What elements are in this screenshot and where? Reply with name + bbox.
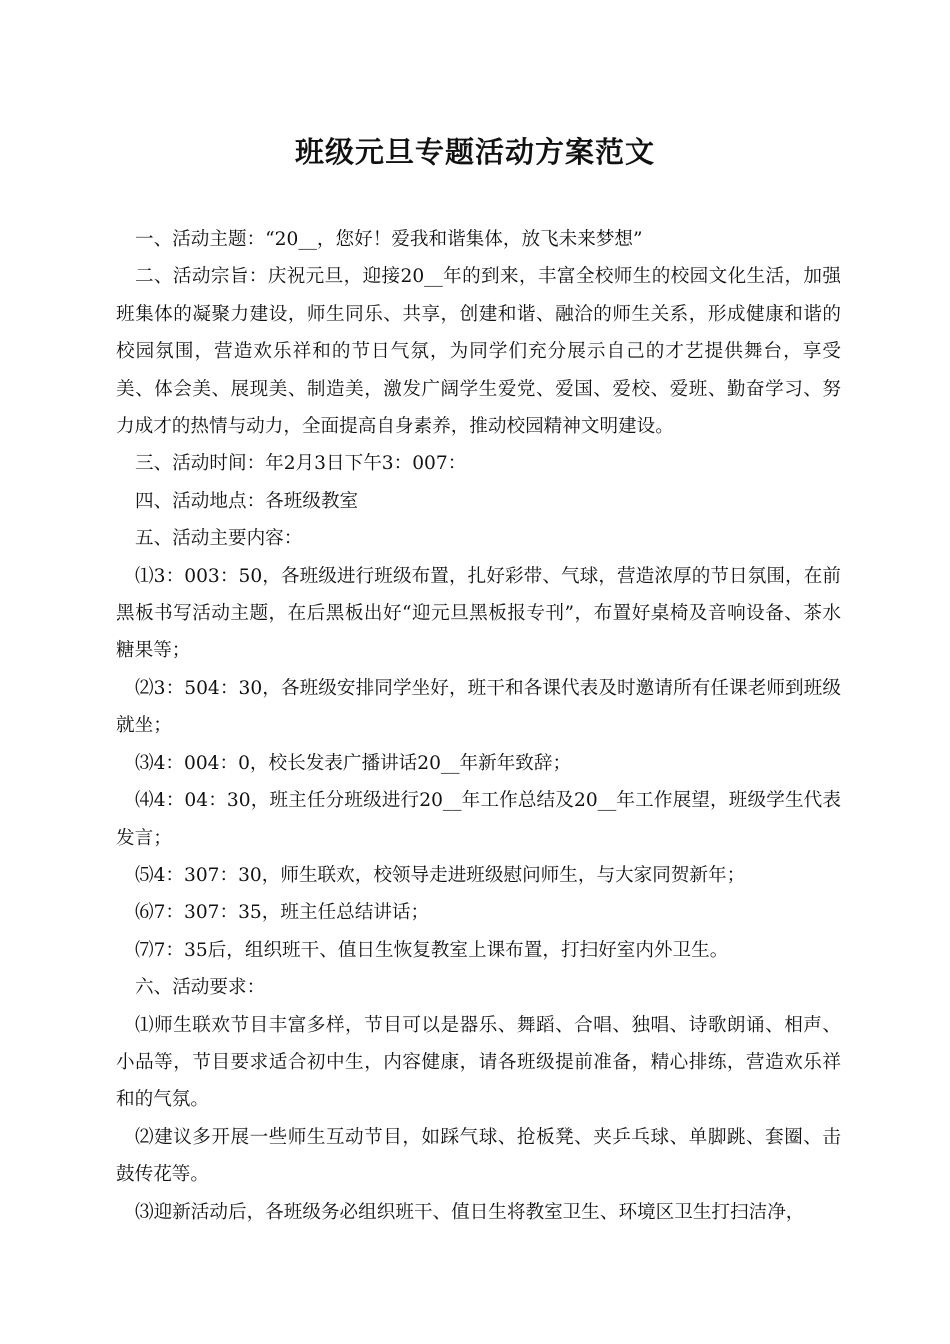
paragraph-content-item-3: ⑶4：004：0，校长发表广播讲话20__年新年致辞； bbox=[135, 752, 572, 774]
paragraph-purpose: 二、活动宗旨：庆祝元旦，迎接20__年的到来，丰富全校师生的校园文化生活，加强班集体的凝聚力建设，师生同乐、共享，创建和谐、融洽的师生关系，形成健康和谐的校园氛围，营造欢乐祥和的节日气氛，为同学们充分展示自己的才艺提供舞台，享受美、体会美、展现美、制造美，激发广阔学生爱党、爱国、爱校、爱班、勤奋学习、努力成才的热情与动力，全面提高自身素养，推动校园精神文明建设。 bbox=[116, 266, 841, 438]
paragraph-location: 四、活动地点：各班级教室 bbox=[135, 490, 359, 512]
paragraph-theme: 一、活动主题：“20__，您好！爱我和谐集体，放飞未来梦想” bbox=[135, 229, 643, 250]
paragraph-requirements-heading: 六、活动要求： bbox=[135, 977, 266, 999]
paragraph-content-item-1: ⑴3：003：50，各班级进行班级布置，扎好彩带、气球，营造浓厚的节日氛围，在前黑板书写活动主题，在后黑板出好“迎元旦黑板报专刊”，布置好桌椅及音响设备、茶水糖果等； bbox=[116, 565, 841, 662]
paragraph-content-item-6: ⑹7：307：35，班主任总结讲话； bbox=[135, 902, 430, 924]
paragraph-requirement-3: ⑶迎新活动后，各班级务必组织班干、值日生将教室卫生、环境区卫生打扫洁净， bbox=[135, 1201, 805, 1223]
paragraph-content-item-4: ⑷4：04：30，班主任分班级进行20__年工作总结及20__年工作展望，班级学生代表发言； bbox=[116, 790, 841, 849]
document-body bbox=[116, 221, 841, 1231]
paragraph-content-item-7: ⑺7：35后，组织班干、值日生恢复教室上课布置，打扫好室内外卫生。 bbox=[135, 939, 729, 961]
paragraph-content-heading: 五、活动主要内容： bbox=[135, 528, 303, 550]
paragraph-content-item-5: ⑸4：307：30，师生联欢，校领导走进班级慰问师生，与大家同贺新年； bbox=[135, 864, 746, 886]
paragraph-time: 三、活动时间：年2月3日下午3：007： bbox=[135, 453, 467, 475]
document-title: 班级元旦专题活动方案范文 bbox=[294, 135, 655, 169]
paragraph-requirement-2: ⑵建议多开展一些师生互动节目，如踩气球、抢板凳、夹乒乓球、单脚跳、套圈、击鼓传花等。 bbox=[116, 1126, 841, 1186]
paragraph-content-item-2: ⑵3：504：30，各班级安排同学坐好，班干和各课代表及时邀请所有任课老师到班级就坐； bbox=[116, 677, 841, 737]
paragraph-requirement-1: ⑴师生联欢节目丰富多样，节目可以是器乐、舞蹈、合唱、独唱、诗歌朗诵、相声、小品等，节目要求适合初中生，内容健康，请各班级提前准备，精心排练，营造欢乐祥和的气氛。 bbox=[116, 1014, 841, 1111]
